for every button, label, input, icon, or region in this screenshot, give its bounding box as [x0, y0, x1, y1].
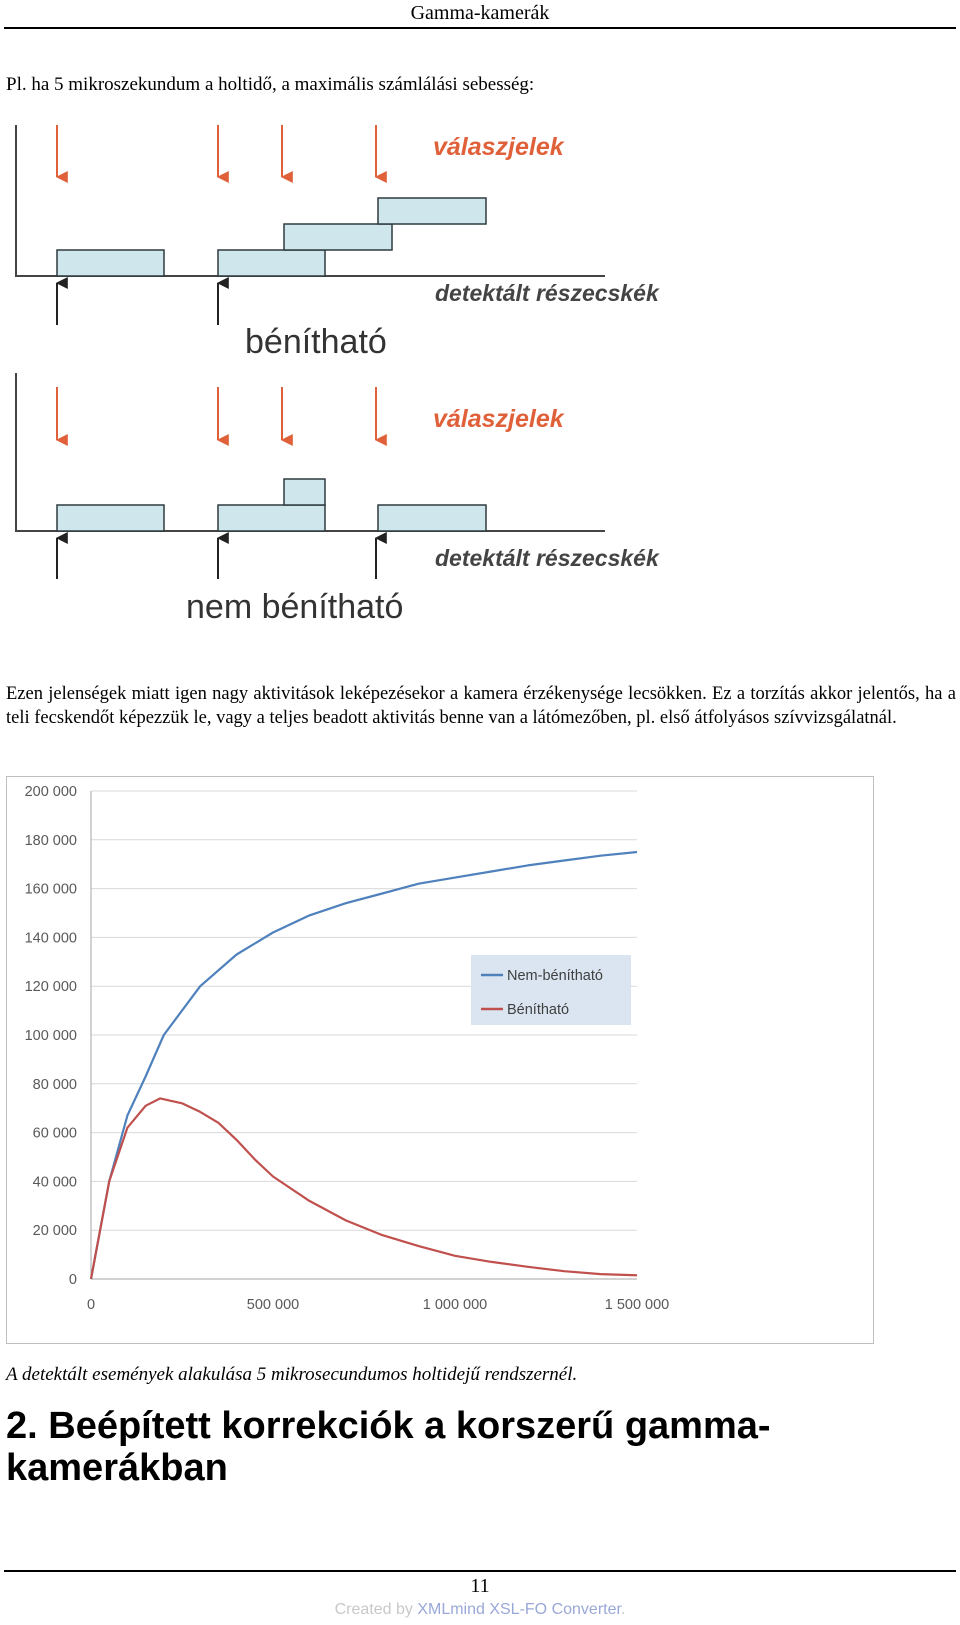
- chart-series: [91, 852, 637, 1279]
- y-axis-ticks: [25, 784, 77, 1288]
- signal-box: [378, 505, 486, 531]
- x-axis-ticks: [87, 1297, 669, 1313]
- signal-box: [57, 505, 164, 531]
- chart-grid: [91, 791, 637, 1279]
- page-header: Gamma-kamerák: [410, 2, 550, 24]
- figure-caption: A detektált események alakulása 5 mikrosecundumos holtidejű rendszernél.: [6, 1364, 578, 1385]
- footer-rule: [4, 1570, 956, 1572]
- y-tick-label: 160 000: [24, 881, 77, 898]
- footer-credit: [0, 1601, 960, 1619]
- signal-box: [284, 224, 392, 250]
- signal-box: [218, 505, 325, 531]
- chart-svg: [7, 777, 873, 1343]
- header-rule: [4, 27, 956, 29]
- y-tick-label: 0: [68, 1272, 77, 1288]
- y-tick-label: 20 000: [32, 1223, 77, 1240]
- signal-box: [284, 479, 325, 505]
- y-tick-label: 180 000: [24, 832, 77, 849]
- credit-prefix: Created by: [334, 1601, 418, 1618]
- detected-particles-label: detektált részecskék: [435, 280, 659, 306]
- credit-suffix: .: [620, 1601, 626, 1618]
- legend-label: Bénítható: [507, 1002, 570, 1018]
- y-tick-label: 80 000: [32, 1076, 77, 1093]
- nonparalyzable-title: nem bénítható: [186, 588, 404, 626]
- x-tick-label: 0: [86, 1297, 96, 1313]
- x-tick-label: 1 500 000: [604, 1297, 670, 1313]
- detected-particles-label: detektált részecskék: [435, 545, 659, 571]
- paralyzable-title: bénítható: [245, 323, 387, 361]
- nonparalyzable-panel: [16, 373, 660, 626]
- series-line: [91, 1098, 637, 1279]
- signal-box: [378, 198, 486, 224]
- paralyzable-panel: [16, 125, 660, 361]
- signal-box: [218, 250, 325, 276]
- intro-text: Pl. ha 5 mikroszekundum a holtidő, a maximális számlálási sebesség:: [6, 74, 535, 95]
- count-rate-chart: [6, 776, 874, 1344]
- response-signals-label: válaszjelek: [433, 405, 564, 433]
- legend-label: Nem-bénítható: [507, 968, 603, 984]
- section-heading: 2. Beépített korrekciók a korszerű gamma-kamerákban: [6, 1405, 771, 1489]
- credit-link[interactable]: XMLmind XSL-FO Converter: [417, 1601, 621, 1618]
- response-signals-label: válaszjelek: [433, 133, 564, 161]
- y-tick-label: 60 000: [32, 1125, 77, 1142]
- x-tick-label: 1 000 000: [422, 1297, 488, 1313]
- y-tick-label: 120 000: [24, 979, 77, 996]
- series-line: [91, 852, 637, 1279]
- body-paragraph: Ezen jelenségek miatt igen nagy aktivitások leképezésekor a kamera érzékenysége lecsökken. Ez a torzítás akkor jelentős, ha a teli fecskendőt képezzük le, vagy a teljes beadott aktivitás benne van a látómezőben, pl. első átfolyásos szívvizsgálatnál.: [6, 684, 956, 728]
- signal-box: [57, 250, 164, 276]
- chart-legend: [471, 955, 631, 1025]
- dead-time-diagram: [0, 115, 960, 655]
- x-tick-label: 500 000: [246, 1297, 300, 1313]
- y-tick-label: 200 000: [24, 784, 77, 800]
- y-tick-label: 140 000: [24, 930, 77, 947]
- y-tick-label: 100 000: [24, 1028, 77, 1044]
- y-tick-label: 40 000: [32, 1174, 77, 1191]
- page-number: 11: [470, 1575, 490, 1597]
